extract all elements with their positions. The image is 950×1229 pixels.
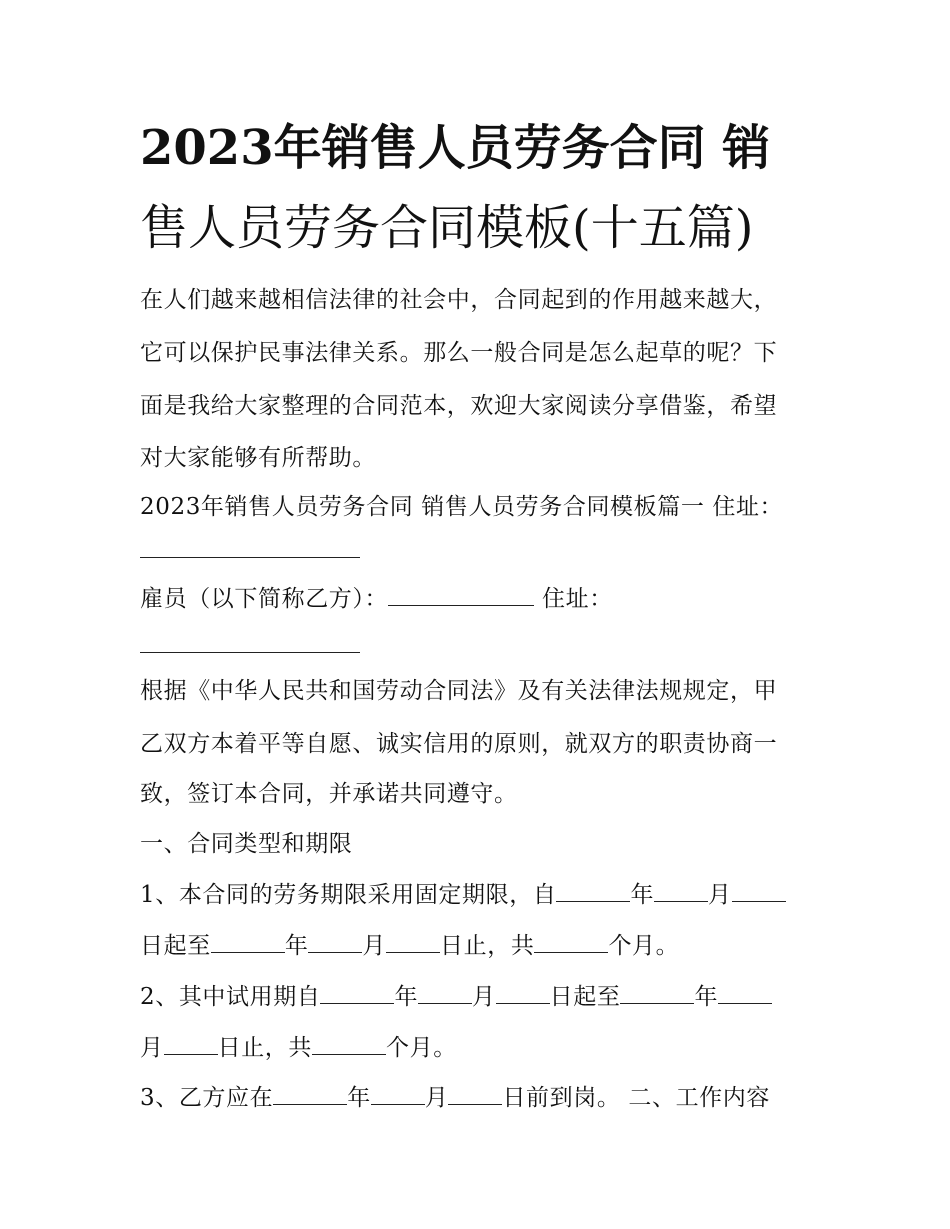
intro-line-1: 在人们越来越相信法律的社会中，合同起到的作用越来越大，: [140, 287, 778, 313]
intro-line-4: 对大家能够有所帮助。: [140, 445, 376, 471]
clause-1-line-1: 1、本合同的劳务期限采用固定期限，自 年 月: [140, 878, 820, 912]
blank: [371, 1084, 425, 1105]
blank: [418, 983, 472, 1004]
basis-line-3: 致，签订本合同，并承诺共同遵守。: [140, 781, 518, 807]
employee-line: [140, 582, 820, 616]
blank: [308, 932, 362, 953]
clause-3-line-1: 3、乙方应在 年 月 日前到岗。 二、工作内容: [140, 1085, 770, 1111]
clause-1-line-2: 日起至 年 月 日止，共 个月。: [140, 933, 680, 959]
blank: [718, 983, 772, 1004]
basis-line-2: 乙双方本着平等自愿、诚实信用的原则，就双方的职责协商一: [140, 731, 778, 757]
blank: [211, 932, 285, 953]
section-title: 2023年销售人员劳务合同 销售人员劳务合同模板篇一 住址：: [140, 494, 784, 520]
clause-2-line-2: 月 日止，共 个月。: [140, 1035, 457, 1061]
address-blank-line: [140, 557, 360, 558]
employee-address-blank-line: [140, 652, 360, 653]
blank: [448, 1084, 502, 1105]
blank: [320, 983, 394, 1004]
document-title-line-2: 售人员劳务合同模板(十五篇): [140, 200, 754, 256]
blank: [164, 1034, 218, 1055]
heading-contract-type: 一、合同类型和期限: [140, 831, 353, 857]
basis-line-1: 根据《中华人民共和国劳动合同法》及有关法律法规规定，甲: [140, 678, 778, 704]
blank: [273, 1084, 347, 1105]
blank: [732, 881, 786, 902]
clause-2-line-1: 2、其中试用期自 年 月 日起至 年: [140, 980, 820, 1014]
employee-label: 雇员（以下简称乙方）：: [140, 586, 389, 612]
document-title-line-1: 2023年销售人员劳务合同 销: [140, 120, 771, 176]
blank: [386, 932, 440, 953]
intro-line-3: 面是我给大家整理的合同范本，欢迎大家阅读分享借鉴，希望: [140, 393, 778, 419]
blank: [556, 881, 630, 902]
employee-name-blank: [388, 585, 534, 606]
blank: [496, 983, 550, 1004]
blank: [620, 983, 694, 1004]
employee-address-label: 住址：: [542, 586, 613, 612]
blank: [534, 932, 608, 953]
blank: [654, 881, 708, 902]
blank: [312, 1034, 386, 1055]
intro-line-2: 它可以保护民事法律关系。那么一般合同是怎么起草的呢？下: [140, 340, 778, 366]
